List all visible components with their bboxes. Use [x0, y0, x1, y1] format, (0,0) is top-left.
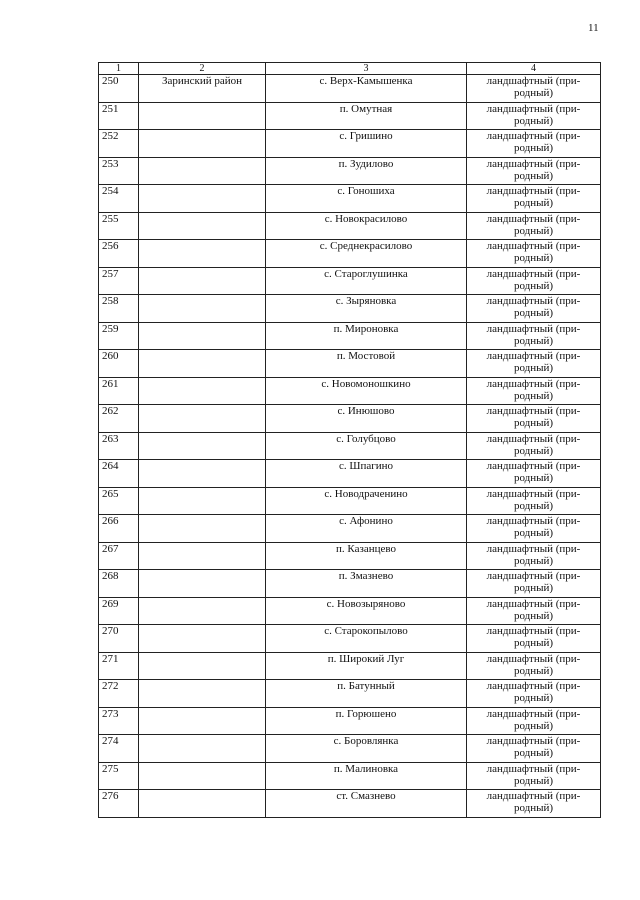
protection-type-line1: ландшафтный (при-: [486, 377, 581, 390]
protection-type: [467, 515, 601, 543]
table-row: [99, 267, 601, 295]
protection-type-line1: ландшафтный (при-: [486, 267, 581, 280]
protection-type: [467, 75, 601, 103]
locality-name: п. Батунный: [266, 680, 467, 708]
row-number: 254: [99, 185, 139, 213]
protection-type-line2: родный): [513, 719, 554, 732]
district-cell-continued: [139, 405, 266, 433]
protection-type: [467, 432, 601, 460]
settlements-table: [98, 62, 601, 818]
row-number: 263: [99, 432, 139, 460]
district-cell-continued: [139, 680, 266, 708]
table-row: [99, 212, 601, 240]
protection-type: [467, 680, 601, 708]
protection-type-line2: родный): [513, 252, 554, 264]
row-number: 266: [99, 515, 139, 543]
locality-name: п. Широкий Луг: [266, 652, 467, 680]
table-row: [99, 322, 601, 350]
protection-type-line2: родный): [513, 307, 554, 319]
protection-type: [467, 130, 601, 158]
row-number: 273: [99, 707, 139, 735]
column-header: 4: [467, 63, 601, 75]
row-number: 252: [99, 130, 139, 158]
district-cell-continued: [139, 157, 266, 185]
protection-type-line2: родный): [513, 774, 554, 787]
district-cell-continued: [139, 295, 266, 323]
protection-type-line2: родный): [513, 692, 554, 704]
protection-type-line2: родный): [513, 637, 554, 649]
row-number: 262: [99, 405, 139, 433]
district-cell-continued: [139, 185, 266, 213]
protection-type-line1: ландшафтный (при-: [486, 790, 581, 802]
protection-type-line1: ландшафтный (при-: [486, 735, 581, 747]
locality-name: п. Казанцево: [266, 542, 467, 570]
table-row: [99, 790, 601, 818]
row-number: 274: [99, 735, 139, 763]
district-cell-continued: [139, 212, 266, 240]
protection-type-line2: родный): [513, 664, 554, 677]
protection-type-line1: ландшафтный (при-: [486, 405, 581, 417]
table-row: [99, 597, 601, 625]
district-cell-continued: [139, 130, 266, 158]
row-number: 250: [99, 75, 139, 103]
row-number: 258: [99, 295, 139, 323]
district-cell-continued: [139, 762, 266, 790]
table-row: [99, 707, 601, 735]
protection-type-line1: ландшафтный (при-: [486, 350, 581, 362]
table-row: [99, 625, 601, 653]
locality-name: п. Мироновка: [266, 322, 467, 350]
district-cell-continued: [139, 790, 266, 818]
protection-type-line2: родный): [513, 802, 554, 814]
protection-type: [467, 762, 601, 790]
row-number: 265: [99, 487, 139, 515]
protection-type: [467, 267, 601, 295]
district-cell-continued: [139, 542, 266, 570]
table-row: [99, 735, 601, 763]
protection-type: [467, 487, 601, 515]
protection-type: [467, 405, 601, 433]
table-row: [99, 542, 601, 570]
row-number: 268: [99, 570, 139, 598]
locality-name: п. Мостовой: [266, 350, 467, 378]
protection-type-line1: ландшафтный (при-: [486, 515, 581, 527]
page-number: 11: [588, 22, 599, 34]
table-header-row: [99, 63, 601, 75]
protection-type-line2: родный): [513, 197, 554, 209]
protection-type-line2: родный): [513, 279, 554, 292]
protection-type-line1: ландшафтный (при-: [486, 157, 581, 170]
district-cell-continued: [139, 350, 266, 378]
row-number: 260: [99, 350, 139, 378]
row-number: 251: [99, 102, 139, 130]
locality-name: с. Новозыряново: [266, 597, 467, 625]
row-number: 253: [99, 157, 139, 185]
protection-type-line1: ландшафтный (при-: [486, 240, 581, 252]
protection-type: [467, 350, 601, 378]
row-number: 269: [99, 597, 139, 625]
table-row: [99, 405, 601, 433]
district-cell-continued: [139, 597, 266, 625]
protection-type: [467, 460, 601, 488]
protection-type-line2: родный): [513, 472, 554, 484]
protection-type-line2: родный): [513, 747, 554, 759]
district-cell-continued: [139, 707, 266, 735]
protection-type-line2: родный): [513, 554, 554, 567]
protection-type-line1: ландшафтный (при-: [486, 597, 581, 610]
district-cell-continued: [139, 267, 266, 295]
locality-name: с. Шпагино: [266, 460, 467, 488]
column-header: 1: [99, 63, 139, 75]
district-cell-continued: [139, 652, 266, 680]
protection-type: [467, 377, 601, 405]
table-row: [99, 130, 601, 158]
protection-type-line1: ландшафтный (при-: [486, 295, 581, 307]
locality-name: с. Старокопылово: [266, 625, 467, 653]
protection-type-line1: ландшафтный (при-: [486, 212, 581, 225]
district-cell-continued: [139, 625, 266, 653]
protection-type-line2: родный): [513, 334, 554, 347]
protection-type-line1: ландшафтный (при-: [486, 322, 581, 335]
protection-type: [467, 597, 601, 625]
locality-name: с. Новомоношкино: [266, 377, 467, 405]
protection-type-line1: ландшафтный (при-: [486, 625, 581, 637]
row-number: 267: [99, 542, 139, 570]
locality-name: с. Верх-Камышенка: [266, 75, 467, 103]
protection-type: [467, 542, 601, 570]
protection-type-line1: ландшафтный (при-: [486, 487, 581, 500]
row-number: 271: [99, 652, 139, 680]
column-header: 2: [139, 63, 266, 75]
protection-type-line1: ландшафтный (при-: [486, 130, 581, 142]
column-header: 3: [266, 63, 467, 75]
protection-type-line2: родный): [513, 362, 554, 374]
row-number: 261: [99, 377, 139, 405]
table-row: [99, 487, 601, 515]
protection-type-line2: родный): [513, 582, 554, 594]
locality-name: с. Боровлянка: [266, 735, 467, 763]
locality-name: п. Зудилово: [266, 157, 467, 185]
protection-type-line1: ландшафтный (при-: [486, 432, 581, 445]
district-cell-continued: [139, 102, 266, 130]
protection-type: [467, 212, 601, 240]
table-row: [99, 102, 601, 130]
district-name: Заринский район: [139, 75, 266, 103]
protection-type: [467, 157, 601, 185]
table-row: [99, 460, 601, 488]
locality-name: п. Малиновка: [266, 762, 467, 790]
locality-name: ст. Смазнево: [266, 790, 467, 818]
protection-type: [467, 295, 601, 323]
locality-name: п. Омутная: [266, 102, 467, 130]
locality-name: п. Змазнево: [266, 570, 467, 598]
locality-name: с. Гоношиха: [266, 185, 467, 213]
protection-type-line1: ландшафтный (при-: [486, 75, 581, 87]
protection-type-line2: родный): [513, 527, 554, 539]
protection-type-line1: ландшафтный (при-: [486, 102, 581, 115]
district-cell-continued: [139, 570, 266, 598]
protection-type-line2: родный): [513, 389, 554, 402]
protection-type-line2: родный): [513, 87, 554, 99]
district-cell-continued: [139, 487, 266, 515]
protection-type-line2: родный): [513, 417, 554, 429]
protection-type: [467, 240, 601, 268]
row-number: 272: [99, 680, 139, 708]
table-row: [99, 432, 601, 460]
locality-name: с. Зыряновка: [266, 295, 467, 323]
row-number: 259: [99, 322, 139, 350]
protection-type-line1: ландшафтный (при-: [486, 762, 581, 775]
table-row: [99, 157, 601, 185]
district-cell-continued: [139, 377, 266, 405]
table-row: [99, 680, 601, 708]
district-cell-continued: [139, 515, 266, 543]
locality-name: с. Среднекрасилово: [266, 240, 467, 268]
table-row: [99, 570, 601, 598]
table-row: [99, 185, 601, 213]
protection-type-line2: родный): [513, 609, 554, 622]
protection-type: [467, 652, 601, 680]
locality-name: п. Горюшено: [266, 707, 467, 735]
protection-type: [467, 735, 601, 763]
locality-name: с. Афонино: [266, 515, 467, 543]
district-cell-continued: [139, 460, 266, 488]
protection-type-line1: ландшафтный (при-: [486, 460, 581, 472]
locality-name: с. Староглушинка: [266, 267, 467, 295]
protection-type: [467, 625, 601, 653]
district-cell-continued: [139, 432, 266, 460]
protection-type-line2: родный): [513, 224, 554, 237]
protection-type: [467, 185, 601, 213]
row-number: 275: [99, 762, 139, 790]
row-number: 256: [99, 240, 139, 268]
protection-type-line2: родный): [513, 169, 554, 182]
table-row: [99, 295, 601, 323]
protection-type: [467, 102, 601, 130]
protection-type: [467, 322, 601, 350]
locality-name: с. Голубцово: [266, 432, 467, 460]
row-number: 276: [99, 790, 139, 818]
table-row: [99, 377, 601, 405]
protection-type: [467, 707, 601, 735]
locality-name: с. Гришино: [266, 130, 467, 158]
protection-type-line1: ландшафтный (при-: [486, 680, 581, 692]
protection-type-line2: родный): [513, 444, 554, 457]
locality-name: с. Инюшово: [266, 405, 467, 433]
table-row: [99, 515, 601, 543]
protection-type-line1: ландшафтный (при-: [486, 185, 581, 197]
table-row: [99, 75, 601, 103]
protection-type: [467, 790, 601, 818]
protection-type-line2: родный): [513, 499, 554, 512]
row-number: 270: [99, 625, 139, 653]
protection-type: [467, 570, 601, 598]
protection-type-line1: ландшафтный (при-: [486, 542, 581, 555]
protection-type-line1: ландшафтный (при-: [486, 707, 581, 720]
protection-type-line2: родный): [513, 114, 554, 127]
table-row: [99, 350, 601, 378]
district-cell-continued: [139, 735, 266, 763]
table-row: [99, 762, 601, 790]
row-number: 257: [99, 267, 139, 295]
row-number: 264: [99, 460, 139, 488]
district-cell-continued: [139, 322, 266, 350]
locality-name: с. Новодраченино: [266, 487, 467, 515]
locality-name: с. Новокрасилово: [266, 212, 467, 240]
protection-type-line2: родный): [513, 142, 554, 154]
table-body: [99, 75, 601, 818]
table-row: [99, 240, 601, 268]
table-row: [99, 652, 601, 680]
district-cell-continued: [139, 240, 266, 268]
protection-type-line1: ландшафтный (при-: [486, 570, 581, 582]
row-number: 255: [99, 212, 139, 240]
protection-type-line1: ландшафтный (при-: [486, 652, 581, 665]
